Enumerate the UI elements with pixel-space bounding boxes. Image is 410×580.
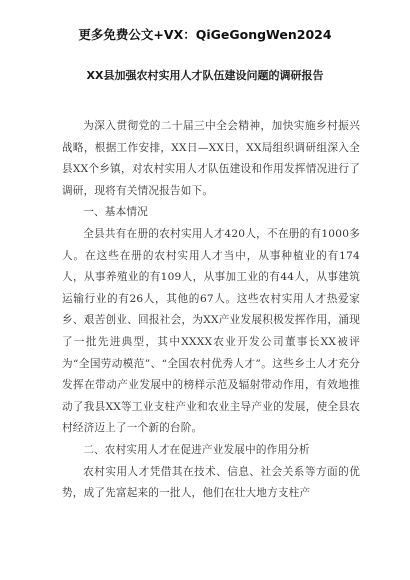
document-title: XX县加强农村实用人才队伍建设问题的调研报告 [86, 69, 324, 82]
document-body [62, 116, 360, 505]
section-heading-role-analysis: 二、农村实用人才在促进产业发展中的作用分析 [83, 443, 310, 456]
body-paragraph-role-analysis: 农村实用人才凭借其在技术、信息、社会关系等方面的优势，成了先富起来的一批人，他们在壮大地方支柱产 [62, 465, 360, 500]
section-heading-basic-situation: 一、基本情况 [83, 206, 148, 219]
header-note: 更多免费公文+VX：QiGeGongWen2024 [78, 27, 332, 42]
body-paragraph-basic-situation: 全县共有在册的农村实用人才420人，不在册的有1000多人。在这些在册的农村实用人才当中，从事种植业的有174人，从事养殖业的有109人，从事加工业的有44人，从事建筑运输行业的有26人，其他的67人。这些农村实用人才热爱家乡、艰苦创业、回报社会，为XX产业发展积极发挥作用，涌现了一批先进典型，其中XXXX农业开发公司董事长XX被评为“全国劳动模范”、“全国农村优秀人才”。这些乡土人才充分发挥在带动产业发展中的榜样示范及辐射带动作用，有效地推动了我县XX等工业支柱产业和农业主导产业的发展，使全县农村经济迈上了一个新的台阶。 [62, 227, 360, 435]
body-paragraph-intro: 为深入贯彻党的二十届三中全会精神，加快实施乡村振兴战略，根据工作安排，XX日—XX日，XX局组织调研组深入全县XX个乡镇，对农村实用人才队伍建设和作用发挥情况进行了调研，现将有关情况报告如下。 [62, 120, 360, 197]
